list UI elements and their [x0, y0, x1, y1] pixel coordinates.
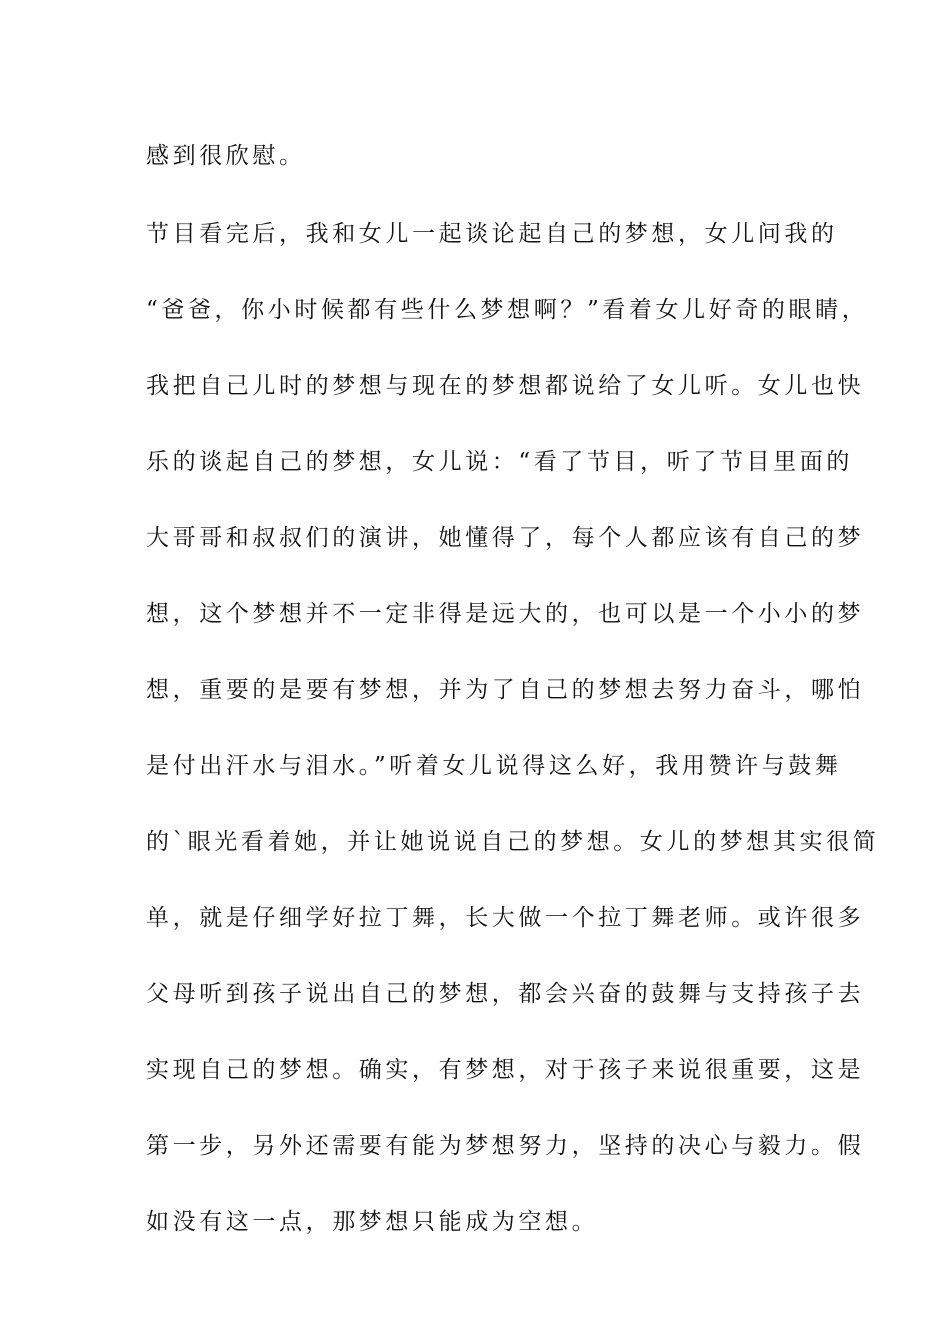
- text-line: 是付出汗水与泪水。”听着女儿说得这么好，我用赞许与鼓舞: [146, 753, 842, 779]
- text-line: 单，就是仔细学好拉丁舞，长大做一个拉丁舞老师。或许很多: [146, 905, 865, 931]
- text-line: 节目看完后，我和女儿一起谈论起自己的梦想，女儿问我的: [146, 221, 838, 247]
- text-line: 感到很欣慰。: [146, 143, 306, 169]
- document-body: [146, 128, 880, 1250]
- text-line: 的`眼光看着她，并让她说说自己的梦想。女儿的梦想其实很简: [146, 829, 880, 855]
- text-line: 我把自己儿时的梦想与现在的梦想都说给了女儿听。女儿也快: [146, 373, 865, 399]
- text-line: 父母听到孩子说出自己的梦想，都会兴奋的鼓舞与支持孩子去: [146, 981, 865, 1007]
- text-line: 如没有这一点，那梦想只能成为空想。: [146, 1209, 599, 1235]
- text-line: 大哥哥和叔叔们的演讲，她懂得了，每个人都应该有自己的梦: [146, 525, 865, 551]
- text-line: 想，这个梦想并不一定非得是远大的，也可以是一个小小的梦: [146, 601, 865, 627]
- text-line: 乐的谈起自己的梦想，女儿说：“看了节目，听了节目里面的: [146, 449, 853, 475]
- text-line: 第一步，另外还需要有能为梦想努力，坚持的决心与毅力。假: [146, 1133, 865, 1159]
- text-line: “爸爸，你小时候都有些什么梦想啊？”看着女儿好奇的眼睛，: [146, 297, 869, 323]
- text-line: 实现自己的梦想。确实，有梦想，对于孩子来说很重要，这是: [146, 1057, 865, 1083]
- text-line: 想，重要的是要有梦想，并为了自己的梦想去努力奋斗，哪怕: [146, 677, 865, 703]
